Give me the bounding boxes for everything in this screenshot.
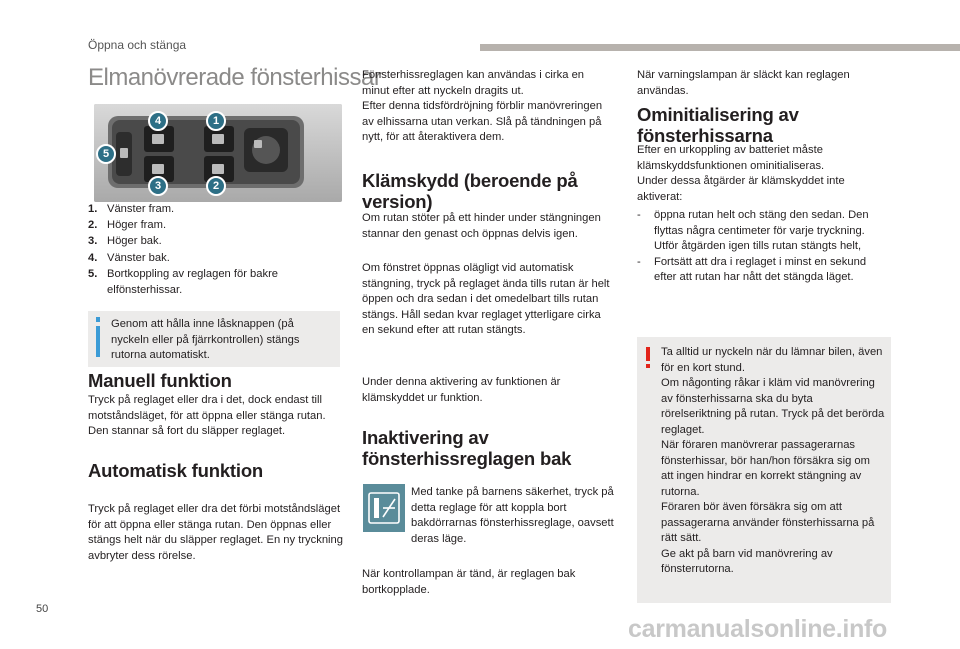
list-item: - Fortsätt att dra i reglaget i minst en sekund efter att rutan har nått det stängda läget. bbox=[637, 255, 867, 283]
list-item: 5. Bortkoppling av reglagen för bakre elfönsterhissar. bbox=[88, 267, 279, 297]
watermark: carmanualsonline.info bbox=[628, 615, 888, 643]
section-header: Öppna och stänga bbox=[88, 38, 187, 52]
pinch-protection-text-3: Under denna aktivering av funktionen är klämskyddet ur funktion. bbox=[362, 376, 561, 404]
heading-rear-deactivation: Inaktivering av fönsterhissreglagen bak bbox=[362, 427, 572, 469]
info-note-box bbox=[88, 311, 340, 367]
callout-2: 2 bbox=[206, 176, 226, 196]
heading-pinch-protection: Klämskydd (beroende på version) bbox=[362, 170, 578, 212]
warning-icon bbox=[646, 347, 651, 367]
callout-4: 4 bbox=[148, 111, 168, 131]
window-switch-panel-photo bbox=[94, 104, 342, 202]
callout-3: 3 bbox=[148, 176, 168, 196]
usage-timeout-text: Fönsterhissreglagen kan användas i cirka en minut efter att nyckeln dragits ut. Efter denna tidsfördröjning förblir manövreringen av elhissarna utan verkan. Slå på tändningen på nytt, för att återaktivera dem. bbox=[362, 69, 603, 143]
header-rule bbox=[480, 44, 960, 51]
warning-text: Ta alltid ur nyckeln när du lämnar bilen, även för en kort stund. Om någonting råkar i kläm vid manövrering av fönsterhissarna ska du byta rörelseriktning på rutan. Tryck på det berörda reglaget. När föraren manövrerar passagerarnas fönsterhissar, bör han/hon försäkra sig om att ingen hindrar en korrekt stängning av rutorna. Föraren bör även försäkra sig om att passagerarna använder fönsterhissarna på rätt sätt. Ge akt på barn vid manövrering av fönsterrutorna. bbox=[661, 346, 885, 575]
list-item: - öppna rutan helt och stäng den sedan. Den flyttas några centimeter för varje tryckning. Utför åtgärden igen tills rutan stängts helt, bbox=[637, 209, 869, 252]
list-item: 4. Vänster bak. bbox=[88, 251, 170, 264]
list-item: 2. Höger fram. bbox=[88, 219, 167, 232]
warning-box bbox=[637, 337, 891, 603]
list-item: 3. Höger bak. bbox=[88, 235, 162, 248]
heading-automatic-function: Automatisk funktion bbox=[88, 460, 264, 481]
callout-5: 5 bbox=[96, 144, 116, 164]
heading-reinitialisation: Ominitialisering av fönsterhissarna bbox=[637, 104, 799, 146]
pinch-protection-text-1: Om rutan stöter på ett hinder under stängningen stannar den genast och öppnas delvis igen. bbox=[362, 212, 601, 240]
pinch-protection-text-2: Om fönstret öppnas olägligt vid automatisk stängning, tryck på reglaget ända tills rutan är helt öppen och dra sedan i det omedelbart tills rutan stängs. Håll sedan kvar reglaget ytterligare cirka en sekund efter att rutan stängts. bbox=[362, 262, 610, 336]
info-icon bbox=[96, 317, 100, 357]
page-number: 50 bbox=[36, 603, 49, 615]
child-lock-icon bbox=[363, 484, 405, 532]
indicator-lamp-text: När kontrollampan är tänd, är reglagen bak bortkopplade. bbox=[362, 568, 576, 596]
warning-lamp-off-text: När varningslampan är släckt kan reglagen användas. bbox=[637, 69, 850, 97]
reinit-steps-list bbox=[637, 208, 891, 286]
heading-manual-function: Manuell funktion bbox=[88, 370, 232, 391]
manual-function-text: Tryck på reglaget eller dra i det, dock endast till motståndsläget, för att öppna eller stänga rutan. Den stannar så fort du släpper reglaget. bbox=[88, 394, 326, 437]
info-note-text: Genom att hålla inne låsknappen (på nyckeln eller på fjärrkontrollen) stängs rutorna automatiskt. bbox=[111, 318, 300, 361]
reinitialisation-text: Efter en urkoppling av batteriet måste klämskyddsfunktionen ominitialiseras. Under dessa åtgärder är klämskyddet inte aktiverat: bbox=[637, 144, 845, 203]
rear-deactivation-text: Med tanke på barnens säkerhet, tryck på detta reglage för att koppla bort bakdörrarnas fönsterhissreglage, oavsett deras läge. bbox=[411, 486, 614, 545]
automatic-function-text: Tryck på reglaget eller dra det förbi motståndsläget för att öppna eller stänga rutan. Den öppnas eller stängs helt när du släpper reglaget. En ny tryckning avbryter dess rörelse. bbox=[88, 503, 343, 562]
list-item: 1. Vänster fram. bbox=[88, 203, 175, 215]
page-title: Elmanövrerade fönsterhissar bbox=[88, 64, 382, 91]
callout-1: 1 bbox=[206, 111, 226, 131]
switch-legend-list bbox=[88, 201, 348, 298]
